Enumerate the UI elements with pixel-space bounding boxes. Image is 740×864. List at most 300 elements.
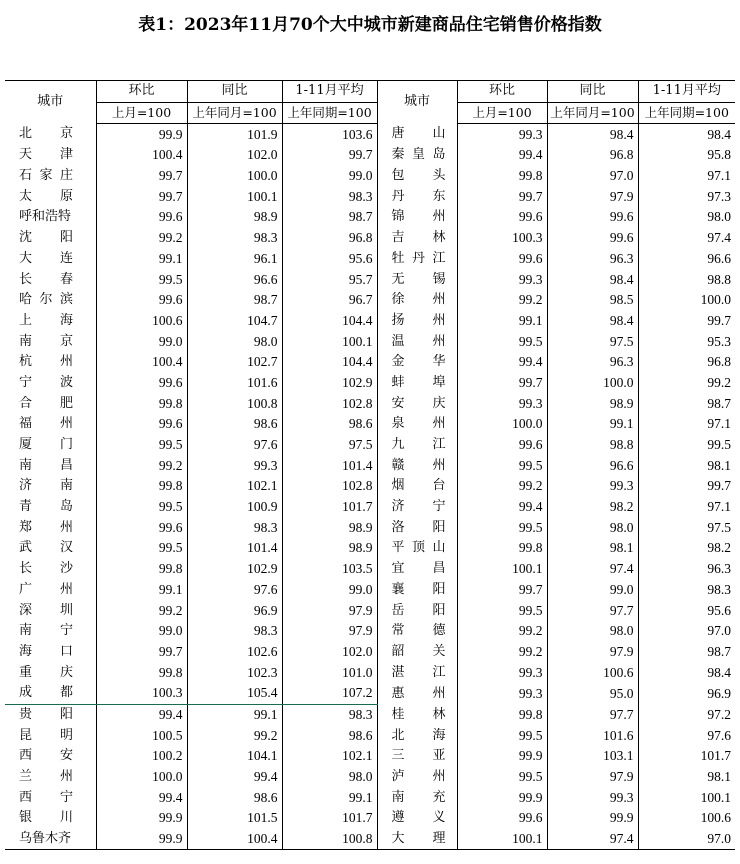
avg-value: 102.1 bbox=[282, 746, 377, 767]
table-row bbox=[5, 269, 735, 290]
table-row bbox=[5, 352, 735, 373]
mom-value: 99.3 bbox=[457, 683, 547, 704]
city-label: 西 安 bbox=[19, 748, 73, 764]
city-label: 南 京 bbox=[19, 333, 73, 349]
table-row bbox=[5, 207, 735, 228]
city-name-left bbox=[5, 725, 96, 746]
yoy-value: 99.1 bbox=[187, 704, 282, 725]
yoy-value: 99.6 bbox=[547, 228, 638, 249]
city-label: 九 江 bbox=[391, 437, 446, 453]
yoy-value: 100.0 bbox=[187, 166, 282, 187]
avg-value: 97.1 bbox=[638, 414, 735, 435]
city-name-left bbox=[5, 642, 96, 663]
city-name-right bbox=[377, 331, 457, 352]
avg-value: 97.4 bbox=[638, 228, 735, 249]
mom-value: 100.5 bbox=[96, 725, 187, 746]
mom-value: 99.7 bbox=[457, 580, 547, 601]
city-label: 杭 州 bbox=[19, 354, 73, 370]
city-label: 丹 东 bbox=[391, 188, 446, 204]
yoy-value: 101.6 bbox=[187, 373, 282, 394]
mom-value: 99.1 bbox=[96, 580, 187, 601]
city-name-left bbox=[5, 746, 96, 767]
city-label: 武 汉 bbox=[19, 540, 73, 556]
city-label: 济 南 bbox=[19, 478, 73, 494]
city-name-right bbox=[377, 497, 457, 518]
yoy-value: 99.4 bbox=[187, 767, 282, 788]
table-row bbox=[5, 767, 735, 788]
mom-value: 99.2 bbox=[457, 621, 547, 642]
city-name-right bbox=[377, 373, 457, 394]
avg-value: 97.9 bbox=[282, 621, 377, 642]
yoy-value: 99.3 bbox=[187, 455, 282, 476]
city-name-right bbox=[377, 435, 457, 456]
mom-value: 99.5 bbox=[96, 269, 187, 290]
avg-value: 98.1 bbox=[638, 455, 735, 476]
yoy-value: 97.9 bbox=[547, 186, 638, 207]
city-label: 徐 州 bbox=[391, 292, 446, 308]
city-label: 平 顶 山 bbox=[391, 540, 446, 556]
mom-value: 99.2 bbox=[457, 476, 547, 497]
city-name-left bbox=[5, 787, 96, 808]
mom-value: 99.6 bbox=[96, 207, 187, 228]
table-row bbox=[5, 331, 735, 352]
avg-value: 98.9 bbox=[282, 538, 377, 559]
avg-value: 98.7 bbox=[638, 642, 735, 663]
city-name-left bbox=[5, 414, 96, 435]
city-name-right bbox=[377, 538, 457, 559]
avg-value: 97.2 bbox=[638, 704, 735, 725]
city-name-right bbox=[377, 290, 457, 311]
city-name-right bbox=[377, 829, 457, 850]
table-row bbox=[5, 787, 735, 808]
city-label: 常 德 bbox=[391, 623, 446, 639]
city-name-left bbox=[5, 829, 96, 850]
table-row bbox=[5, 414, 735, 435]
page-title: 表1：2023年11月70个大中城市新建商品住宅销售价格指数 bbox=[138, 15, 602, 35]
city-name-left bbox=[5, 166, 96, 187]
city-name-right bbox=[377, 517, 457, 538]
yoy-value: 100.1 bbox=[187, 186, 282, 207]
yoy-value: 98.6 bbox=[187, 414, 282, 435]
city-label: 海 口 bbox=[19, 643, 73, 659]
city-label: 哈 尔 滨 bbox=[19, 292, 73, 308]
yoy-value: 97.6 bbox=[187, 580, 282, 601]
city-name-left bbox=[5, 290, 96, 311]
mom-value: 99.6 bbox=[96, 517, 187, 538]
yoy-value: 101.5 bbox=[187, 808, 282, 829]
yoy-value: 96.1 bbox=[187, 249, 282, 270]
city-label: 金 华 bbox=[391, 354, 446, 370]
avg-value: 98.3 bbox=[282, 186, 377, 207]
city-name-right bbox=[377, 725, 457, 746]
city-name-right bbox=[377, 352, 457, 373]
avg-value: 98.1 bbox=[638, 767, 735, 788]
yoy-value: 98.0 bbox=[187, 331, 282, 352]
avg-value: 97.0 bbox=[638, 829, 735, 850]
yoy-value: 98.5 bbox=[547, 290, 638, 311]
city-label: 重 庆 bbox=[19, 664, 73, 680]
mom-value: 99.5 bbox=[96, 435, 187, 456]
yoy-value: 99.9 bbox=[547, 808, 638, 829]
avg-value: 102.8 bbox=[282, 393, 377, 414]
yoy-value: 98.3 bbox=[187, 228, 282, 249]
yoy-value: 103.1 bbox=[547, 746, 638, 767]
yoy-value: 98.8 bbox=[547, 435, 638, 456]
avg-value: 98.0 bbox=[638, 207, 735, 228]
avg-value: 100.1 bbox=[638, 787, 735, 808]
city-label: 岳 阳 bbox=[391, 602, 446, 618]
yoy-value: 99.3 bbox=[547, 787, 638, 808]
yoy-value: 100.8 bbox=[187, 393, 282, 414]
city-name-right bbox=[377, 166, 457, 187]
mom-value: 100.0 bbox=[96, 767, 187, 788]
table-row bbox=[5, 600, 735, 621]
table-row bbox=[5, 497, 735, 518]
yoy-value: 100.9 bbox=[187, 497, 282, 518]
avg-value: 103.5 bbox=[282, 559, 377, 580]
city-label: 唐 山 bbox=[391, 126, 446, 142]
city-label: 长 春 bbox=[19, 271, 73, 287]
table-row bbox=[5, 559, 735, 580]
mom-value: 99.2 bbox=[457, 642, 547, 663]
city-label: 郑 州 bbox=[19, 519, 73, 535]
table-row bbox=[5, 311, 735, 332]
mom-value: 99.8 bbox=[96, 662, 187, 683]
city-name-left bbox=[5, 517, 96, 538]
avg-value: 96.9 bbox=[638, 683, 735, 704]
city-label: 南 昌 bbox=[19, 457, 73, 473]
mom-value: 99.2 bbox=[96, 455, 187, 476]
header-mom-base-right: 上月=100 bbox=[457, 102, 547, 124]
yoy-value: 97.9 bbox=[547, 767, 638, 788]
mom-value: 100.3 bbox=[457, 228, 547, 249]
mom-value: 99.3 bbox=[457, 393, 547, 414]
table-row bbox=[5, 725, 735, 746]
mom-value: 99.3 bbox=[457, 124, 547, 145]
city-label: 秦 皇 岛 bbox=[391, 147, 446, 163]
table-row bbox=[5, 435, 735, 456]
mom-value: 99.5 bbox=[96, 538, 187, 559]
city-name-right bbox=[377, 311, 457, 332]
yoy-value: 96.9 bbox=[187, 600, 282, 621]
yoy-value: 96.3 bbox=[547, 249, 638, 270]
table-row bbox=[5, 373, 735, 394]
city-label: 银 川 bbox=[19, 810, 73, 826]
yoy-value: 101.4 bbox=[187, 538, 282, 559]
yoy-value: 101.6 bbox=[547, 725, 638, 746]
mom-value: 99.9 bbox=[96, 124, 187, 145]
city-label: 南 充 bbox=[391, 789, 446, 805]
avg-value: 97.0 bbox=[638, 621, 735, 642]
city-label: 赣 州 bbox=[391, 457, 446, 473]
city-label: 合 肥 bbox=[19, 395, 73, 411]
city-name-right bbox=[377, 704, 457, 725]
mom-value: 99.2 bbox=[96, 600, 187, 621]
avg-value: 99.0 bbox=[282, 166, 377, 187]
yoy-value: 99.1 bbox=[547, 414, 638, 435]
avg-value: 103.6 bbox=[282, 124, 377, 145]
avg-value: 98.4 bbox=[638, 124, 735, 145]
avg-value: 98.0 bbox=[282, 767, 377, 788]
city-label: 襄 阳 bbox=[391, 581, 446, 597]
yoy-value: 99.0 bbox=[547, 580, 638, 601]
avg-value: 98.2 bbox=[638, 538, 735, 559]
yoy-value: 96.3 bbox=[547, 352, 638, 373]
yoy-value: 98.9 bbox=[547, 393, 638, 414]
table-row bbox=[5, 124, 735, 145]
city-label: 长 沙 bbox=[19, 561, 73, 577]
avg-value: 107.2 bbox=[282, 683, 377, 704]
mom-value: 100.0 bbox=[457, 414, 547, 435]
yoy-value: 102.9 bbox=[187, 559, 282, 580]
mom-value: 99.5 bbox=[457, 725, 547, 746]
city-name-right bbox=[377, 124, 457, 145]
yoy-value: 104.7 bbox=[187, 311, 282, 332]
city-name-right bbox=[377, 476, 457, 497]
city-label: 无 锡 bbox=[391, 271, 446, 287]
city-label: 广 州 bbox=[19, 581, 73, 597]
city-name-left bbox=[5, 559, 96, 580]
yoy-value: 98.9 bbox=[187, 207, 282, 228]
avg-value: 102.0 bbox=[282, 642, 377, 663]
city-label: 贵 阳 bbox=[19, 706, 73, 722]
yoy-value: 97.4 bbox=[547, 559, 638, 580]
yoy-value: 98.3 bbox=[187, 621, 282, 642]
mom-value: 99.5 bbox=[96, 497, 187, 518]
city-name-right bbox=[377, 642, 457, 663]
city-name-right bbox=[377, 393, 457, 414]
city-name-left bbox=[5, 331, 96, 352]
mom-value: 99.8 bbox=[457, 538, 547, 559]
avg-value: 104.4 bbox=[282, 352, 377, 373]
header-yoy-base-left: 上年同月=100 bbox=[187, 102, 282, 124]
yoy-value: 98.4 bbox=[547, 269, 638, 290]
avg-value: 96.7 bbox=[282, 290, 377, 311]
mom-value: 99.7 bbox=[96, 642, 187, 663]
city-label: 大 理 bbox=[391, 831, 446, 847]
yoy-value: 102.7 bbox=[187, 352, 282, 373]
avg-value: 98.7 bbox=[282, 207, 377, 228]
yoy-value: 97.6 bbox=[187, 435, 282, 456]
yoy-value: 99.3 bbox=[547, 476, 638, 497]
city-label: 扬 州 bbox=[391, 312, 446, 328]
avg-value: 98.4 bbox=[638, 662, 735, 683]
city-label: 石 家 庄 bbox=[19, 168, 73, 184]
header-city-left: 城市 bbox=[5, 81, 96, 124]
city-name-right bbox=[377, 207, 457, 228]
mom-value: 99.4 bbox=[457, 352, 547, 373]
table-row bbox=[5, 186, 735, 207]
mom-value: 99.6 bbox=[96, 290, 187, 311]
mom-value: 100.4 bbox=[96, 145, 187, 166]
table-row bbox=[5, 746, 735, 767]
city-label: 昆 明 bbox=[19, 727, 73, 743]
avg-value: 97.1 bbox=[638, 497, 735, 518]
city-label: 三 亚 bbox=[391, 748, 446, 764]
yoy-value: 98.0 bbox=[547, 621, 638, 642]
city-name-left bbox=[5, 662, 96, 683]
avg-value: 98.3 bbox=[638, 580, 735, 601]
city-name-left bbox=[5, 373, 96, 394]
avg-value: 98.3 bbox=[282, 704, 377, 725]
yoy-value: 102.0 bbox=[187, 145, 282, 166]
city-name-right bbox=[377, 249, 457, 270]
city-name-left bbox=[5, 621, 96, 642]
city-label: 洛 阳 bbox=[391, 519, 446, 535]
city-label: 温 州 bbox=[391, 333, 446, 349]
mom-value: 99.3 bbox=[457, 269, 547, 290]
city-label: 牡 丹 江 bbox=[391, 250, 446, 266]
city-label: 湛 江 bbox=[391, 664, 446, 680]
city-label: 南 宁 bbox=[19, 623, 73, 639]
avg-value: 101.7 bbox=[282, 497, 377, 518]
mom-value: 99.5 bbox=[457, 331, 547, 352]
city-name-left bbox=[5, 311, 96, 332]
yoy-value: 97.9 bbox=[547, 642, 638, 663]
avg-value: 101.7 bbox=[282, 808, 377, 829]
table-row bbox=[5, 538, 735, 559]
city-name-right bbox=[377, 145, 457, 166]
city-name-right bbox=[377, 600, 457, 621]
city-name-left bbox=[5, 497, 96, 518]
table-row bbox=[5, 808, 735, 829]
city-name-right bbox=[377, 414, 457, 435]
mom-value: 99.2 bbox=[96, 228, 187, 249]
avg-value: 95.6 bbox=[638, 600, 735, 621]
mom-value: 99.5 bbox=[457, 517, 547, 538]
mom-value: 100.2 bbox=[96, 746, 187, 767]
mom-value: 99.5 bbox=[457, 600, 547, 621]
table-body bbox=[5, 124, 735, 850]
city-name-right bbox=[377, 767, 457, 788]
city-name-left bbox=[5, 683, 96, 704]
city-name-left bbox=[5, 393, 96, 414]
header-avg-base-right: 上年同期=100 bbox=[638, 102, 735, 124]
city-name-right bbox=[377, 662, 457, 683]
avg-value: 99.5 bbox=[638, 435, 735, 456]
city-label: 成 都 bbox=[19, 685, 73, 701]
avg-value: 95.8 bbox=[638, 145, 735, 166]
avg-value: 97.5 bbox=[638, 517, 735, 538]
mom-value: 99.6 bbox=[96, 373, 187, 394]
yoy-value: 100.4 bbox=[187, 829, 282, 850]
avg-value: 98.6 bbox=[282, 414, 377, 435]
mom-value: 99.8 bbox=[96, 393, 187, 414]
avg-value: 99.7 bbox=[638, 311, 735, 332]
city-label: 宜 昌 bbox=[391, 561, 446, 577]
mom-value: 99.4 bbox=[96, 704, 187, 725]
city-label: 桂 林 bbox=[391, 706, 446, 722]
mom-value: 99.8 bbox=[96, 559, 187, 580]
mom-value: 99.1 bbox=[457, 311, 547, 332]
table-row bbox=[5, 662, 735, 683]
yoy-value: 98.4 bbox=[547, 311, 638, 332]
city-name-right bbox=[377, 683, 457, 704]
city-name-left bbox=[5, 249, 96, 270]
header-city-right: 城市 bbox=[377, 81, 457, 124]
city-label: 泉 州 bbox=[391, 416, 446, 432]
mom-value: 99.0 bbox=[96, 621, 187, 642]
yoy-value: 100.6 bbox=[547, 662, 638, 683]
avg-value: 101.7 bbox=[638, 746, 735, 767]
yoy-value: 102.1 bbox=[187, 476, 282, 497]
yoy-value: 102.3 bbox=[187, 662, 282, 683]
city-name-left bbox=[5, 704, 96, 725]
table-row bbox=[5, 166, 735, 187]
mom-value: 99.6 bbox=[457, 207, 547, 228]
mom-value: 99.7 bbox=[96, 186, 187, 207]
city-name-left bbox=[5, 455, 96, 476]
city-name-right bbox=[377, 228, 457, 249]
table-row bbox=[5, 290, 735, 311]
city-label: 乌鲁木齐 bbox=[19, 831, 72, 847]
yoy-value: 102.6 bbox=[187, 642, 282, 663]
yoy-value: 98.6 bbox=[187, 787, 282, 808]
yoy-value: 95.0 bbox=[547, 683, 638, 704]
avg-value: 98.9 bbox=[282, 517, 377, 538]
avg-value: 99.1 bbox=[282, 787, 377, 808]
yoy-value: 96.8 bbox=[547, 145, 638, 166]
city-label: 泸 州 bbox=[391, 769, 446, 785]
yoy-value: 100.0 bbox=[547, 373, 638, 394]
mom-value: 99.8 bbox=[96, 476, 187, 497]
yoy-value: 101.9 bbox=[187, 124, 282, 145]
city-name-right bbox=[377, 746, 457, 767]
city-name-left bbox=[5, 207, 96, 228]
city-label: 吉 林 bbox=[391, 230, 446, 246]
city-name-right bbox=[377, 559, 457, 580]
mom-value: 100.3 bbox=[96, 683, 187, 704]
city-label: 厦 门 bbox=[19, 437, 73, 453]
city-name-right bbox=[377, 269, 457, 290]
yoy-value: 99.6 bbox=[547, 207, 638, 228]
mom-value: 99.9 bbox=[96, 808, 187, 829]
avg-value: 102.9 bbox=[282, 373, 377, 394]
avg-value: 95.3 bbox=[638, 331, 735, 352]
avg-value: 100.0 bbox=[638, 290, 735, 311]
city-label: 青 岛 bbox=[19, 499, 73, 515]
city-name-left bbox=[5, 186, 96, 207]
avg-value: 95.6 bbox=[282, 249, 377, 270]
avg-value: 100.6 bbox=[638, 808, 735, 829]
header-yoy-right: 同比 bbox=[547, 81, 638, 103]
city-label: 深 圳 bbox=[19, 602, 73, 618]
avg-value: 98.8 bbox=[638, 269, 735, 290]
avg-value: 97.5 bbox=[282, 435, 377, 456]
city-name-left bbox=[5, 808, 96, 829]
avg-value: 96.6 bbox=[638, 249, 735, 270]
city-label: 包 头 bbox=[391, 168, 446, 184]
table-row bbox=[5, 228, 735, 249]
avg-value: 97.3 bbox=[638, 186, 735, 207]
header-mom-base-left: 上月=100 bbox=[96, 102, 187, 124]
avg-value: 99.2 bbox=[638, 373, 735, 394]
mom-value: 99.5 bbox=[457, 767, 547, 788]
yoy-value: 98.3 bbox=[187, 517, 282, 538]
city-label: 北 京 bbox=[19, 126, 73, 142]
yoy-value: 98.1 bbox=[547, 538, 638, 559]
yoy-value: 98.2 bbox=[547, 497, 638, 518]
mom-value: 99.3 bbox=[457, 662, 547, 683]
city-name-left bbox=[5, 145, 96, 166]
yoy-value: 98.4 bbox=[547, 124, 638, 145]
city-label: 天 津 bbox=[19, 147, 73, 163]
city-name-left bbox=[5, 269, 96, 290]
yoy-value: 104.1 bbox=[187, 746, 282, 767]
avg-value: 102.8 bbox=[282, 476, 377, 497]
city-name-left bbox=[5, 767, 96, 788]
city-name-left bbox=[5, 476, 96, 497]
